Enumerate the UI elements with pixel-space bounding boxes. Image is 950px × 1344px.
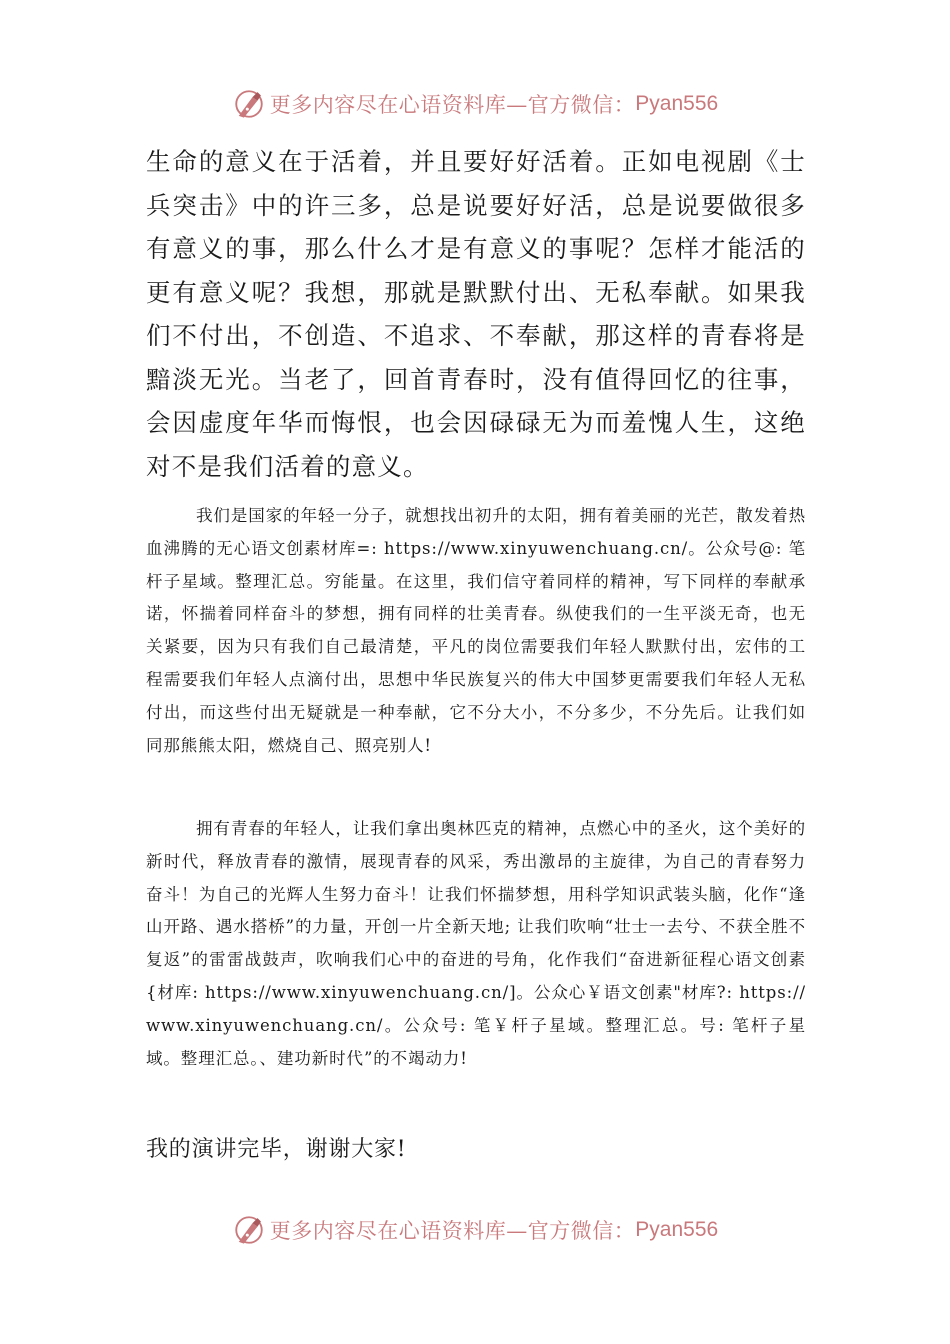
footer-wechat-id: Pyan556 [635, 1218, 719, 1241]
body-paragraph-2: 拥有青春的年轻人，让我们拿出奥林匹克的精神，点燃心中的圣火，这个美好的新时代，释放青春的激情，展现青春的风采，秀出激昂的主旋律，为自己的青春努力奋斗！为自己的光辉人生努力奋斗！让我们怀揣梦想，用科学知识武装头脑，化作“逢山开路、遇水搭桥”的力量，开创一片全新天地; 让我们吹响“壮士一去兮、不获全胜不复返”的雷雷战鼓声，吹响我们心中的奋进的号角，化作我们“奋进新征程心语文创素{材库: https://www.xinyuwenchuang.cn/]。公众心￥语文创素"材库?: https://www.xinyuwenchuang.cn/。公众号: 笔￥杆子星域。整理汇总。号: 笔杆子星域。整理汇总。、建功新时代”的不竭动力! [146, 819, 806, 1068]
footer-banner [0, 1210, 950, 1250]
lead-paragraph: 生命的意义在于活着，并且要好好活着。正如电视剧《士兵突击》中的许三多，总是说要好好活，总是说要做很多有意义的事，那么什么才是有意义的事呢？怎样才能活的更有意义呢？我想，那就是默默付出、无私奉献。如果我们不付出，不创造、不追求、不奉献，那这样的青春将是黯淡无光。当老了，回首青春时，没有值得回忆的往事，会因虚度年华而悔恨，也会因碌碌无为而羞愧人生，这绝对不是我们活着的意义。 [146, 147, 806, 481]
header-text: 更多内容尽在心语资料库—官方微信： [269, 93, 636, 117]
body-paragraph-1: 我们是国家的年轻一分子，就想找出初升的太阳，拥有着美丽的光芒，散发着热血沸腾的无心语文创素材库=: https://www.xinyuwenchuang.cn/。公众号@: 笔杆子星域。整理汇总。穷能量。在这里，我们信守着同样的精神，写下同样的奉献承诺，怀揣着同样奋斗的梦想，拥有同样的壮美青春。纵使我们的一生平淡无奇，也无关紧要，因为只有我们自己最清楚，平凡的岗位需要我们年轻人默默付出，宏伟的工程需要我们年轻人点滴付出，思想中华民族复兴的伟大中国梦更需要我们年轻人无私付出，而这些付出无疑就是一种奉献，它不分大小，不分多少，不分先后。让我们如同那熊熊太阳，燃烧自己、照亮别人! [146, 506, 806, 755]
pen-nib-logo-icon [232, 87, 266, 121]
header-wechat-id: Pyan556 [635, 92, 719, 115]
closing-line: 我的演讲完毕，谢谢大家! [146, 1137, 407, 1162]
pen-nib-logo-icon [232, 1213, 266, 1247]
header-banner [0, 84, 950, 124]
footer-text: 更多内容尽在心语资料库—官方微信： [269, 1219, 636, 1243]
